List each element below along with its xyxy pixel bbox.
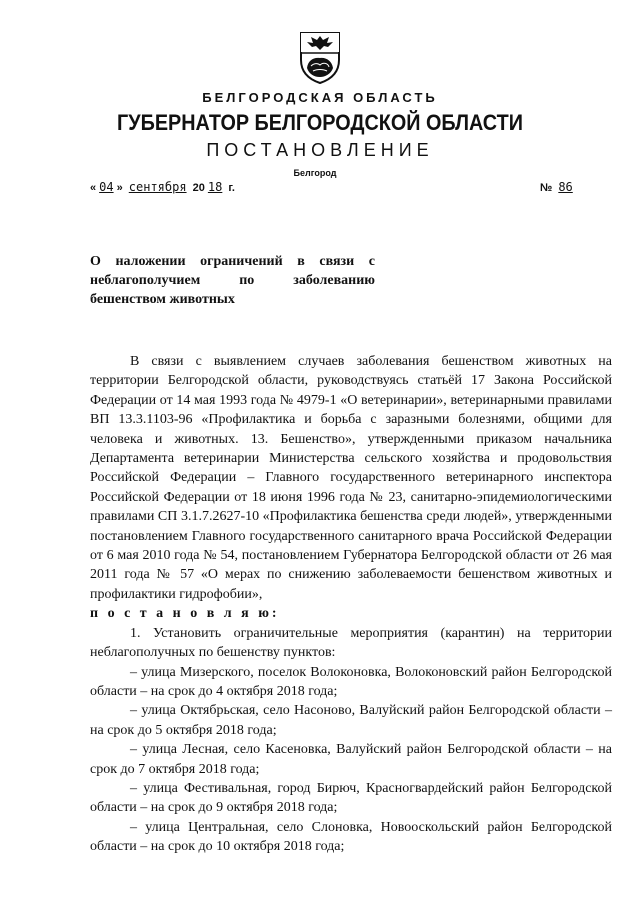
list-item: – улица Фестивальная, город Бирюч, Красногвардейский район Белгородской области – на срок до 9 октября 2018 года; (90, 780, 612, 816)
coat-of-arms-emblem (298, 30, 342, 84)
date-close-quote: » (116, 182, 123, 194)
date-year-unit: г. (228, 182, 235, 194)
date-year-suffix: 18 (207, 180, 223, 194)
list-item: – улица Лесная, село Касеновка, Валуйский район Белгородской области – на срок до 7 октября 2018 года; (90, 742, 612, 777)
preamble-paragraph: В связи с выявлением случаев заболевания бешенством животных на территории Белгородской области, руководствуясь статьёй 17 Закона Российской Федерации от 14 мая 1993 года № 4979-1 «О ветеринарии», ветеринарными правилами ВП 13.3.1103-96 «Профилактика и борьба с заразными болезнями, общими для человека и животных. 13. Бешенство», утвержденными приказом начальника Департамента ветеринарии Министерства сельского хозяйства и продовольствия Российской Федерации – Главного государственного ветеринарного инспектора Российской Федерации от 18 июня 1996 года № 23, санитарно-эпидемиологическими правилами СП 3.1.7.2627-10 «Профилактика бешенства среди людей», утвержденными постановлением Главного государственного санитарного врача Российской Федерации от 6 мая 2010 года № 54, постановлением Губернатора Белгородской области от 26 мая 2011 года № 57 «О мерах по снижению заболеваемости бешенством животных и профилактики гидрофобии», (90, 354, 612, 602)
issuer-title: ГУБЕРНАТОР БЕЛГОРОДСКОЙ ОБЛАСТИ (117, 110, 523, 135)
title-line: бешенством животных (90, 292, 235, 307)
document-type: ПОСТАНОВЛЕНИЕ (206, 140, 434, 160)
city-name: Белгород (293, 168, 337, 178)
list-item: – улица Центральная, село Слоновка, Новооскольский район Белгородской области – на срок до 10 октября 2018 года; (90, 819, 612, 855)
number-value: 86 (558, 180, 573, 194)
list-item: – улица Мизерского, поселок Волоконовка, Волоконовский район Белгородской области – на срок до 4 октября 2018 года; (90, 664, 612, 699)
document-date (90, 180, 235, 194)
date-open-quote: « (90, 182, 97, 194)
document-title (90, 252, 375, 309)
decree-word: п о с т а н о в л я ю: (90, 606, 280, 622)
title-line: неблагополучием по заболеванию (90, 273, 375, 288)
document-body (90, 352, 612, 857)
date-day: 04 (99, 180, 114, 194)
region-name: БЕЛГОРОДСКАЯ ОБЛАСТЬ (202, 90, 438, 105)
title-line: О наложении ограничений в связи с (90, 254, 375, 269)
number-label: № (540, 182, 553, 194)
document-number (540, 180, 576, 194)
list-item: – улица Октябрьская, село Насоново, Валуйский район Белгородской области – на срок до 5 октября 2018 года; (90, 703, 612, 738)
date-month: сентября (128, 180, 187, 194)
date-year-prefix: 20 (192, 182, 205, 194)
point-1: 1. Установить ограничительные мероприятия (карантин) на территории неблагополучных по бешенству пунктов: (90, 625, 612, 661)
